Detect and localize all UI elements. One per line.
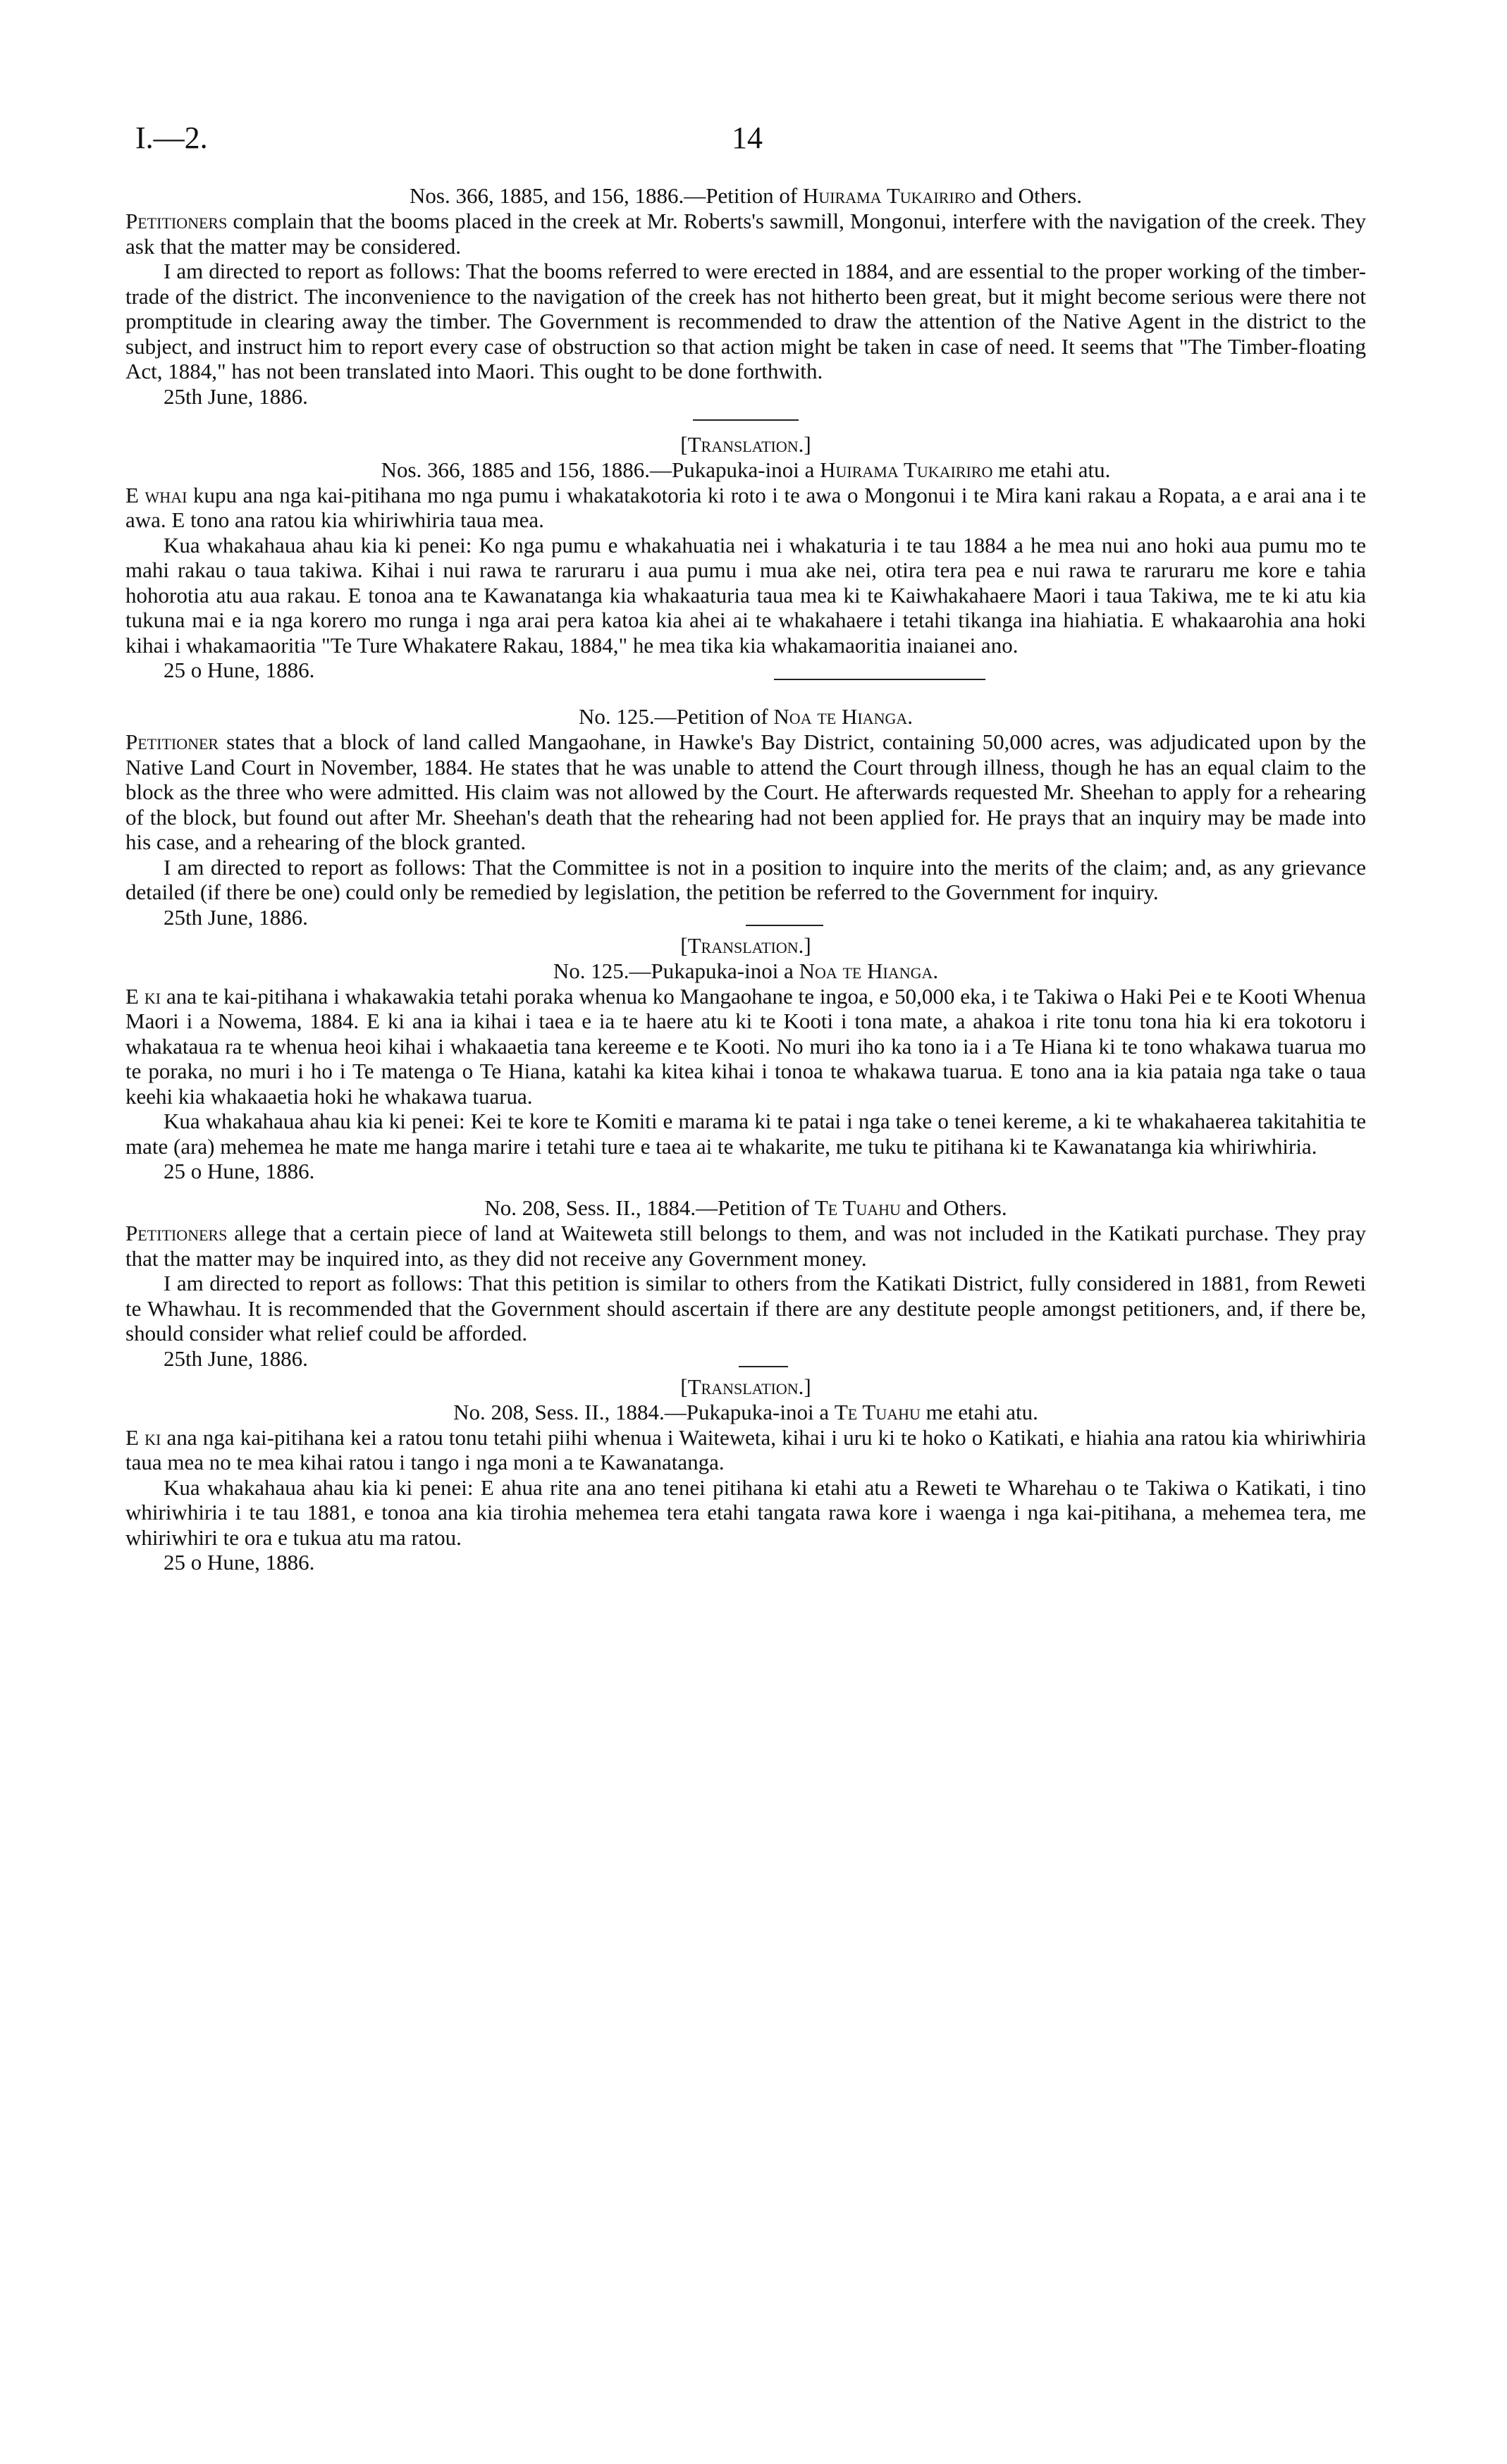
petition-summary [125, 729, 1366, 855]
paragraph-text: states that a block of land called Mangaohane, in Hawke's Bay District, containing 50,000 acres, was adjudicated upon by the Native Land Court in November, 1884. He states that he was unable to attend the Court through illness, though he has an equal claim to the block as the three who were admitted. His claim was not allowed by the Court. He afterwards requested Mr. Sheehan to apply for a rehearing of the block, but found out after Mr. Sheehan's death that the rehearing had not been applied for. He prays that an inquiry may be made into his case, and a rehearing of the block granted. [125, 729, 1366, 854]
committee-report: I am directed to report as follows: That the booms referred to were erected in 1884, and are essential to the proper working of the timber-trade of the district. The inconvenience to the navigation of the creek has not hitherto been great, but it might become serious were there not promptitude in clearing away the timber. The Government is recommended to draw the attention of the Native Agent in the district to the subject, and instruct him to report every case of obstruction so that action might be taken in case of need. It seems that "The Timber-floating Act, 1884," has not been translated into Maori. This ought to be done forthwith. [125, 259, 1366, 383]
divider-line [746, 925, 823, 926]
petitioner-name: Te Tuahu [834, 1399, 921, 1424]
title-text: No. 208, Sess. II., 1884.—Petition of [484, 1195, 815, 1220]
paragraph-lead: E ki [125, 1424, 161, 1450]
divider-line [739, 1366, 788, 1367]
petition-title [125, 183, 1366, 209]
petitioner-name: Huirama Tukairiro [820, 457, 993, 482]
report-date: 25th June, 1886. [164, 1345, 308, 1371]
title-text: Nos. 366, 1885, and 156, 1886.—Petition of [410, 183, 804, 208]
paragraph-text: complain that the booms placed in the creek at Mr. Roberts's sawmill, Mongonui, interfere with the navigation of the creek. They ask that the matter may be considered. [125, 209, 1366, 259]
report-date: 25th June, 1886. [164, 383, 308, 409]
report-date: 25th June, 1886. [164, 904, 308, 930]
divider-line [693, 419, 799, 421]
paragraph-lead: Petitioner [125, 729, 219, 754]
petitioner-name: Te Tuahu [814, 1195, 901, 1220]
paragraph-text: ana te kai-pitihana i whakawakia tetahi poraka whenua ko Mangaohane te ingoa, e 50,000 eka, i te Takiwa o Haki Pei e te Kooti Whenua Maori i a Nowema, 1884. E ki ana ia kihai i taea e ia te haere atu ki te Kooti i tona mate, a ahakoa i rite tonu tona hia ki era tokotoru i whakataua ra te whenua heoi kihai i whakaaetia tana kereeme e te Kooti. No muri iho ka tono ia i a Te Hiana ki te tono whakawa tuarua mo te poraka, no muri i ho i Te matenga o Te Hiana, katahi ka kitea kihai i tonoa te whakawa tuarua. E tono ana ia kia pataia nga take o taua keehi kia whakaaetia hoki he whakawa tuarua. [125, 983, 1366, 1109]
petitioner-name: Noa te Hianga [773, 704, 908, 729]
committee-report: I am directed to report as follows: That this petition is similar to others from the Katikati District, fully considered in 1881, from Reweti te Whawhau. It is recommended that the Government should ascertain if there are any destitute people amongst petitioners, and, if there be, should consider what relief could be afforded. [125, 1271, 1366, 1345]
translation-date: 25 o Hune, 1886. [164, 1159, 315, 1183]
translation-summary [125, 1425, 1366, 1475]
title-text: . [907, 704, 913, 729]
paragraph-lead: E whai [125, 482, 187, 507]
paragraph-text: allege that a certain piece of land at Waiteweta still belongs to them, and was not included in the Katikati purchase. They pray that the matter may be inquired into, as they did not receive any Government money. [125, 1221, 1366, 1271]
translation-label: [Translation.] [680, 1374, 811, 1399]
title-text: and Others. [976, 183, 1082, 208]
title-text: me etahi atu. [920, 1399, 1038, 1424]
translation-label: [Translation.] [680, 932, 811, 958]
petition-section [125, 183, 1366, 680]
petitioner-name: Noa te Hianga [799, 958, 933, 983]
paragraph-text: ana nga kai-pitihana kei a ratou tonu tetahi piihi whenua i Waiteweta, kihai i uru ki te hoko o Katikati, e hiahia ana ratou kia whiriwhiria taua mea no te mea kihai ratou i tango i nga moni a te Kawanatanga. [125, 1424, 1366, 1474]
translation-label: [Translation.] [680, 431, 811, 457]
title-text: No. 208, Sess. II., 1884.—Pukapuka-inoi a [453, 1399, 835, 1424]
divider-line [774, 679, 985, 680]
document-reference: I.—2. [135, 121, 208, 155]
document-page [125, 120, 1366, 1575]
title-text: No. 125.—Pukapuka-inoi a [553, 958, 799, 983]
title-text: me etahi atu. [992, 457, 1111, 482]
translation-summary [125, 483, 1366, 533]
petitioner-name: Huirama Tukairiro [803, 183, 976, 208]
petition-summary [125, 1221, 1366, 1271]
title-text: Nos. 366, 1885 and 156, 1886.—Pukapuka-inoi a [381, 457, 820, 482]
translation-report: Kua whakahaua ahau kia ki penei: Kei te kore te Komiti e marama ki te patai i nga take o tenei kereme, a ki te whakahaerea takitahitia te mate (ara) mehemea he mate me hanga marire i tetahi ture e taea ai te whakarite, me tuku te pitihana ki te Kawanatanga kia whiriwhiria. [125, 1109, 1366, 1159]
translation-title [125, 959, 1366, 984]
paragraph-text: kupu ana nga kai-pitihana mo nga pumu i whakatakotoria ki roto i te awa o Mongonui i te Mira kani rakau a Ropata, a e arai ana i te awa. E tono ana ratou kia whiriwhiria taua mea. [125, 482, 1366, 532]
translation-date: 25 o Hune, 1886. [164, 1550, 315, 1575]
translation-title [125, 1400, 1366, 1425]
petition-summary [125, 209, 1366, 259]
translation-report: Kua whakahaua ahau kia ki penei: Ko nga pumu e whakahuatia nei i whakaturia i te tau 1884 a he mea nui ano hoki aua pumu mo te mahi rakau o taua takiwa. Kihai i nui rawa te raruraru i aua pumu i mua ake nei, otira tera pea e nui rawa te raruraru me kore e tahia hohorotia atu aua rakau. E tonoa ana te Kawanatanga kia whakaaturia taua mea ki te Kaiwhakahaere Maori i taua Takiwa, me te ki atu kia tukuna mai e ia nga korero mo runga i nga arai pera katoa kia ahei ai te whakahaere i tetahi tikanga ina hiahiatia. E whakaarohia ana hoki kihai i whakamaoritia "Te Ture Whakatere Rakau, 1884," he mea tika kia whakamaoritia inaianei ano. [125, 532, 1366, 658]
translation-summary [125, 984, 1366, 1109]
paragraph-lead: E ki [125, 983, 161, 1009]
title-text: . [933, 958, 939, 983]
title-text: and Others. [900, 1195, 1007, 1220]
translation-date: 25 o Hune, 1886. [164, 658, 315, 682]
paragraph-lead: Petitioners [125, 209, 228, 233]
page-number: 14 [732, 121, 763, 155]
petition-title [125, 704, 1366, 729]
page-header [125, 120, 1366, 169]
title-text: No. 125.—Petition of [579, 704, 774, 729]
petition-title [125, 1195, 1366, 1221]
petition-section [125, 704, 1366, 1184]
petition-section [125, 1195, 1366, 1575]
translation-title [125, 457, 1366, 483]
translation-report: Kua whakahaua ahau kia ki penei: E ahua rite ana ano tenei pitihana ki etahi atu a Reweti te Wharehau o te Takiwa o Katikati, i tino whiriwhiria i te tau 1881, e tonoa ana kia tirohia mehemea tera etahi tangata rawa kore i waenga i nga kai-pitihana, a mehemea tera, me whiriwhiri te ora e tukua atu ma ratou. [125, 1474, 1366, 1550]
committee-report: I am directed to report as follows: That the Committee is not in a position to inquire into the merits of the claim; and, as any grievance detailed (if there be one) could only be remedied by legislation, the petition be referred to the Government for inquiry. [125, 854, 1366, 904]
paragraph-lead: Petitioners [125, 1221, 228, 1245]
